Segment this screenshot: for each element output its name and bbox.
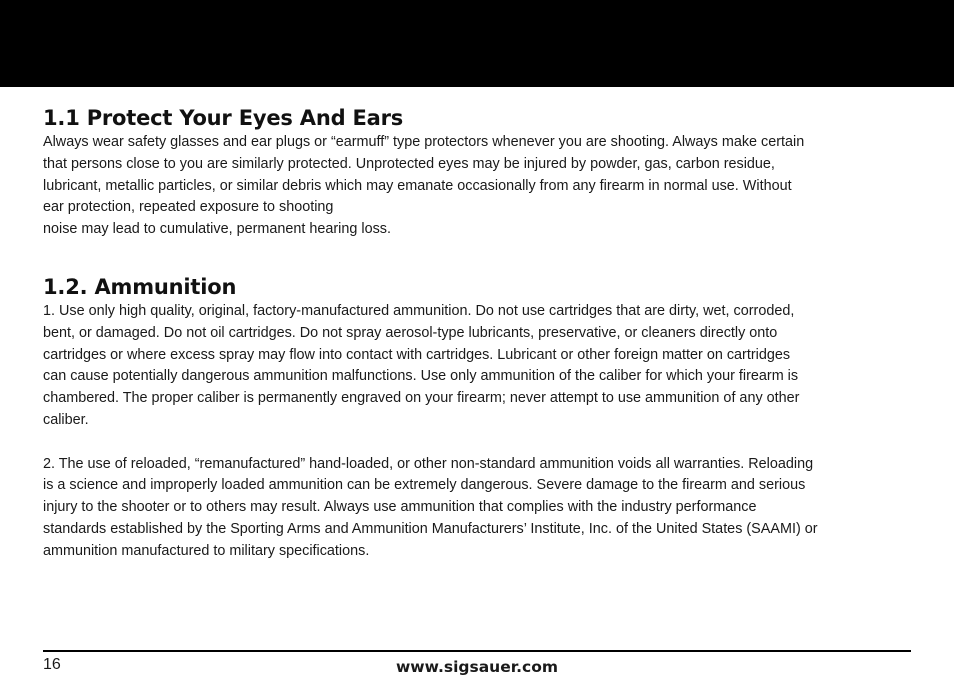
header-band [0,0,954,87]
section-protect-eyes-ears [43,104,918,241]
page-number: 16 [43,656,61,673]
section-heading: 1.2. Ammunition [43,274,237,299]
document-body [43,104,918,563]
section-heading: 1.1 Protect Your Eyes And Ears [43,106,404,130]
section-ammunition [43,273,918,563]
section-paragraph: 1. Use only high quality, original, factory-manufactured ammunition. Do not use cartridges that are dirty, wet, corroded, bent, or damaged. Do not oil cartridges. Do not spray aerosol-type lubricants, preservative, or cleaners directly onto cartridges or where excess spray may flow into contact with cartridges. Lubricant or other foreign matter on cartridges can cause potentially dangerous ammunition malfunctions. Use only ammunition of the caliber for which your firearm is chambered. The proper caliber is permanently engraved on your firearm; never attempt to use ammunition of any other caliber. [43,302,800,428]
section-paragraph: 2. The use of reloaded, “remanufactured” hand-loaded, or other non-standard ammunition voids all warranties. Reloading is a science and improperly loaded ammunition can be extremely dangerous. Severe damage to the firearm and serious injury to the shooter or to others may result. Always use ammunition that complies with the industry performance standards established by the Sporting Arms and Ammunition Manufacturers’ Institute, Inc. of the United States (SAAMI) or ammunition manufactured to military specifications. [43,455,818,559]
section-paragraph: Always wear safety glasses and ear plugs or “earmuff” type protectors whenever you are shooting. Always make certain that persons close to you are similarly protected. Unprotected eyes may be injured by powder, gas, carbon residue, lubricant, metallic particles, or similar debris which may emanate occasionally from any firearm in normal use. Without ear protection, repeated exposure to shooting noise may lead to cumulative, permanent hearing loss. [43,134,805,238]
footer-website-link[interactable]: www.sigsauer.com [395,658,559,676]
footer-divider [43,650,911,652]
